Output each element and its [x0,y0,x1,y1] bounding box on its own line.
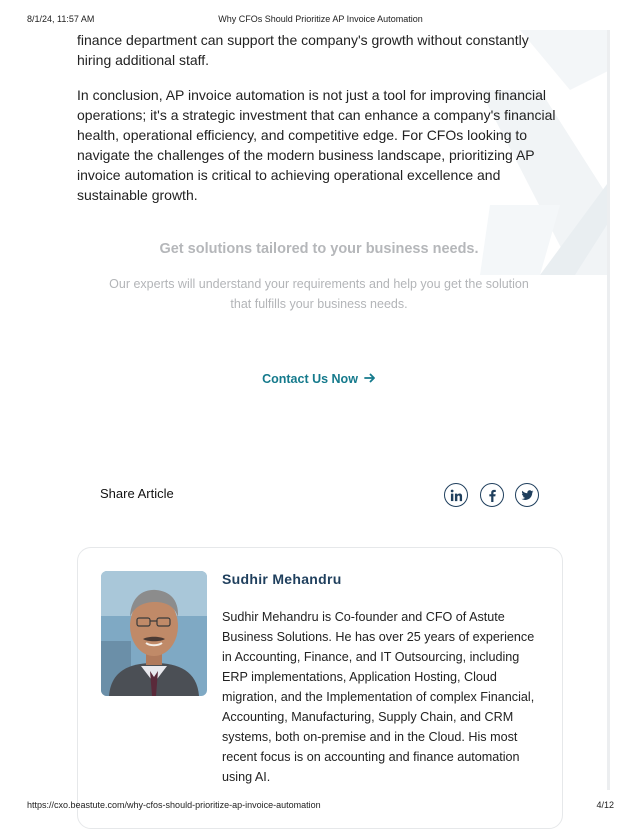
share-article-label: Share Article [100,486,174,501]
print-footer [27,800,614,812]
article-paragraph-conclusion: In conclusion, AP invoice automation is not just a tool for improving financial operations; it's a strategic investment that can enhance a company's financial health, operational efficiency, and competitive edge. For CFOs looking to navigate the challenges of the modern business landscape, prioritizing AP invoice automation is critical to achieving operational excellence and sustainable growth. [77,87,556,203]
author-card [77,547,563,829]
print-datetime: 8/1/24, 11:57 AM [27,14,95,24]
cta-section [77,238,561,386]
print-url: https://cxo.beastute.com/why-cfos-should-prioritize-ap-invoice-automation [27,800,321,810]
author-bio: Sudhir Mehandru is Co-founder and CFO of Astute Business Solutions. He has over 25 years of experience in Accounting, Finance, and IT Outsourcing, including ERP implementations, Application Hosting, Cloud migration, and the Implementation of complex Financial, Accounting, Manufacturing, Supply Chain, and CRM systems, both on-premise and in the Cloud. His most recent focus is on accounting and finance automation using AI. [222,610,535,784]
print-page-number: 4/12 [596,800,614,810]
contact-us-label: Contact Us Now [262,372,358,386]
author-name: Sudhir Mehandru [222,571,342,587]
author-photo [101,571,207,696]
cta-title: Get solutions tailored to your business needs. [159,241,479,257]
page-edge-divider [607,30,610,790]
print-header [27,14,614,26]
facebook-icon[interactable] [480,483,504,507]
twitter-icon[interactable] [515,483,539,507]
linkedin-icon[interactable] [444,483,468,507]
print-page-title: Why CFOs Should Prioritize AP Invoice Automation [218,14,423,24]
cta-description: Our experts will understand your requirements and help you get the solution that fulfills your business needs. [109,277,529,311]
article-paragraph: finance department can support the company's growth without constantly hiring additional staff. [77,32,529,68]
arrow-right-icon [364,372,376,387]
article-body [77,30,557,205]
contact-us-link[interactable] [77,372,561,387]
share-article-bar [100,485,540,511]
